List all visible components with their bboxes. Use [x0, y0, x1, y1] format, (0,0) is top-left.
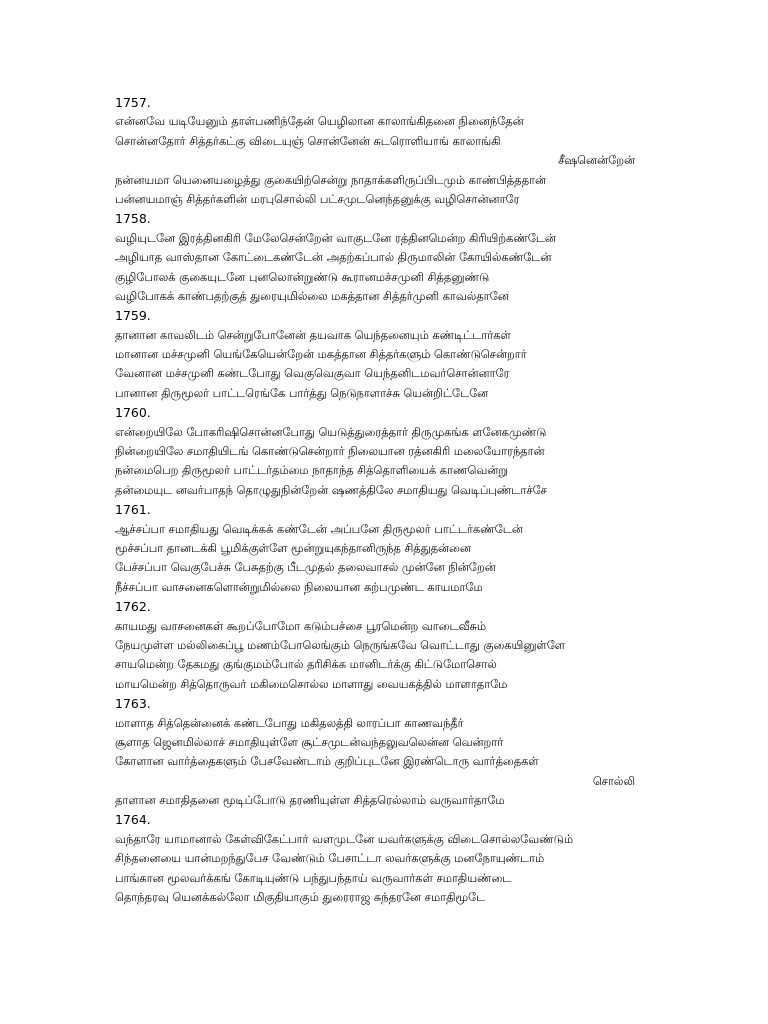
- verse-line: கோளான வார்த்தைகளும் பேசவேண்டாம் குறிப்புடனே இரண்டொரு வார்த்தைகள்: [115, 754, 539, 769]
- verse-line: நீச்சப்பா வாசனைகளொன்றுமில்லை நிலையான கற்பமுண்ட காயமாமே: [115, 579, 483, 594]
- verse-line: சிந்தனையை யான்மறந்துபேச வேண்டும் பேசாட்டா லவர்களுக்கு மனநோயுண்டாம்: [115, 851, 545, 866]
- verse-line: தானான காவலிடம் சென்றுபோனேன் தயவாக யெந்தனையும் கண்டிட்டார்கள்: [115, 327, 511, 342]
- verse-number: 1757.: [115, 95, 151, 110]
- verse-block: [115, 306, 645, 403]
- verse-line: நேயமுள்ள மல்லிகைப்பூ மணம்போலெங்கும் நெருங்கவே வொட்டாது குகையினுள்ளே: [115, 637, 566, 652]
- verse-number: 1764.: [115, 812, 151, 828]
- verse-number: 1759.: [115, 308, 151, 324]
- verse-line: வழியுடனே இரத்தினகிரி மேலேசென்றேன் வாகுடனே ரத்தினமென்ற கிரியிற்கண்டேன்: [115, 230, 556, 245]
- verse-line: தாளான சமாதிதனை மூடிப்போடு தரணியுள்ள சித்தரெல்லாம் வருவார்தாமே: [115, 793, 505, 808]
- verse-block: [115, 810, 645, 907]
- verse-block: [115, 209, 645, 306]
- verse-line: மூச்சப்பா தானடக்கி பூமிக்குள்ளே மூன்றுயுகந்தானிருந்த சித்துதன்னை: [115, 540, 471, 555]
- verse-line: பேச்சப்பா வெகுபேச்சு பேசுதற்கு பீடமுதல் தலைவாசல் முன்னே நின்றேன்: [115, 560, 496, 575]
- verse-line: சொல்லி: [592, 773, 635, 788]
- verse-line: தன்மையுட னவர்பாதந் தொழுதுநின்றேன் ஷணத்திலே சமாதியது வெடிப்புண்டாச்சே: [115, 482, 547, 497]
- verse-line: வந்தாரே யாமானால் கேள்விகேட்பார் வளமுடனே யவர்களுக்கு விடைசொல்லவேண்டும்: [115, 831, 573, 846]
- verse-line: அழியாத வாஸ்தான கோட்டைகண்டேன் அதற்கப்பால் திருமாலின் கோயில்கண்டேன்: [115, 250, 552, 265]
- verse-block: [115, 403, 645, 500]
- verse-line: மாயமென்ற சித்தொருவர் மகிமைசொல்ல மாளாது வையகத்தில் மாளாதாமே: [115, 676, 508, 691]
- verse-block: [115, 597, 645, 694]
- verse-block: [115, 93, 645, 209]
- verse-number: 1762.: [115, 599, 151, 615]
- verse-line: சூளாத ஜெனமில்லாச் சமாதியுள்ளே சூட்சமுடன்வந்தலுவலென்ன வென்றார்: [115, 734, 504, 749]
- verse-line: பன்னயமாஞ் சித்தர்களின் மரபுசொல்லி பட்சமுடனெந்தனுக்கு வழிசொன்னாரே: [115, 191, 520, 206]
- verse-line: சொன்னதோர் சித்தர்கட்கு விடையுஞ் சொன்னேன் சுடரொளியாங் காலாங்கி: [115, 133, 501, 148]
- verse-line: ஆச்சப்பா சமாதியது வெடிக்கக் கண்டேன் அப்பனே திருமூலர் பாட்டர்கண்டேன்: [115, 521, 523, 536]
- verse-number: 1763.: [115, 696, 151, 712]
- verse-line: நன்மைபெற திருமூலர் பாட்டர்தம்மை நாதாந்த சித்தொளியைக் காணவென்று: [115, 463, 508, 478]
- verse-line: நன்னயமா யெனையழைத்து குகையிற்சென்று நாதாக்களிருப்பிடமும் காண்பித்ததான்: [115, 172, 547, 187]
- verse-line: பானான திருமூலர் பாட்டரெங்கே பார்த்து நெடுநாளாச்சு யென்றிட்டேனே: [115, 385, 489, 400]
- verse-list: [115, 93, 645, 907]
- verse-line: வழிபோகக் காண்பதற்குத் துரையுமில்லை மகத்தான சித்தர்முனி காவல்தானே: [115, 288, 509, 303]
- verse-line: நின்றையிலே சமாதியிடங் கொண்டுசென்றார் நிலையான ரத்னகிரி மலையோரந்தான்: [115, 444, 545, 459]
- verse-line: சீஷனென்றேன்: [558, 153, 635, 168]
- verse-line: மாளாத சித்தென்னைக் கண்டபோது மகிதலத்தி லாரப்பா காணவந்தீர்: [115, 715, 464, 730]
- verse-line: காயமது வாசனைகள் கூறப்போமோ கடும்பச்சை பூரமென்ற வாடைவீசும்: [115, 618, 487, 633]
- verse-line: பாங்கான மூலவர்க்கங் கோடியுண்டு பந்துபந்தாய் வருவார்கள் சமாதியண்டை: [115, 870, 512, 885]
- verse-line: மானான மச்சமுனி யெங்கேயென்றேன் மகத்தான சித்தர்களும் கொண்டுசென்றார்: [115, 347, 527, 362]
- verse-number: 1760.: [115, 405, 151, 421]
- verse-line: குழிபோலக் குகையுடனே புனலொன்றுண்டு கூரானமச்சமுனி சித்தனுண்டு: [115, 269, 490, 284]
- verse-line: என்றையிலே போகரிஷிசொன்னபோது யெடுத்துரைத்தார் திருமுகங்க ளனேகமுண்டு: [115, 424, 547, 439]
- verse-line: தொந்தரவு யெனக்கல்லோ மிகுதியாகும் துரைராஜ சுந்தரனே சமாதிமூடே: [115, 890, 486, 905]
- verse-number: 1761.: [115, 502, 151, 518]
- verse-block: [115, 500, 645, 597]
- verse-line: வேனான மச்சமுனி கண்டபோது வெகுவெகுவா யெந்தனிடமவர்சொன்னாரே: [115, 366, 510, 381]
- verse-line: என்னவே யடியேனும் தாள்பணிந்தேன் யெழிலான காலாங்கிதனை நினைந்தேன்: [115, 114, 524, 129]
- verse-block: [115, 694, 645, 810]
- verse-number: 1758.: [115, 211, 151, 227]
- verse-line: சாயமென்ற தேகமது குங்குமம்போல் தரிசிக்க மானிடர்க்கு கிட்டுமோசொல்: [115, 657, 497, 672]
